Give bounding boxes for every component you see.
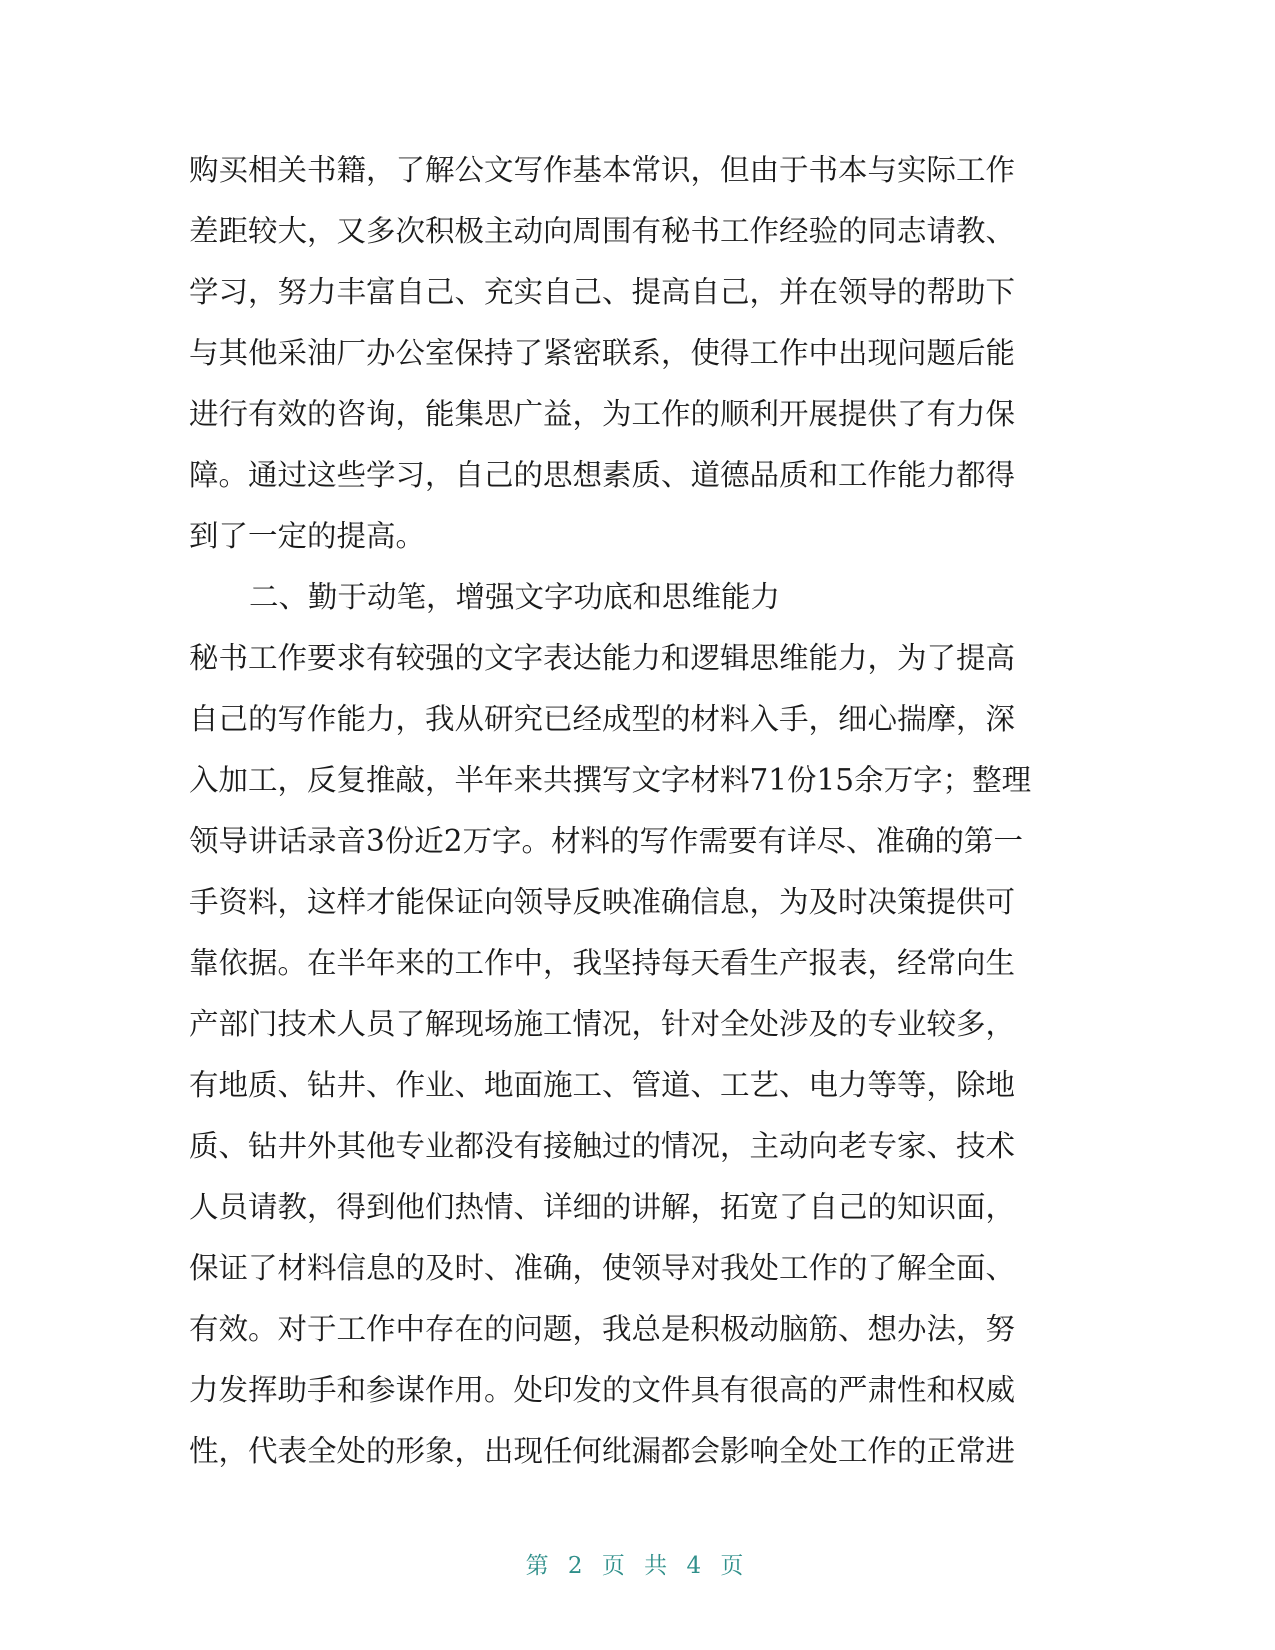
text-line: 有效。对于工作中存在的问题，我总是积极动脑筋、想办法，努 xyxy=(189,1312,1016,1346)
text-line: 领导讲话录音3份近2万字。材料的写作需要有详尽、准确的第一 xyxy=(189,824,1024,858)
text-line: 进行有效的咨询，能集思广益，为工作的顺利开展提供了有力保 xyxy=(189,397,1016,431)
text-line: 质、钻井外其他专业都没有接触过的情况，主动向老专家、技术 xyxy=(189,1129,1016,1163)
body-text xyxy=(189,140,1069,1482)
text-line: 性，代表全处的形象，出现任何纰漏都会影响全处工作的正常进 xyxy=(189,1434,1016,1468)
text-line: 自己的写作能力，我从研究已经成型的材料入手，细心揣摩，深 xyxy=(189,702,1016,736)
text-line: 手资料，这样才能保证向领导反映准确信息，为及时决策提供可 xyxy=(189,885,1016,919)
text-line: 人员请教，得到他们热情、详细的讲解，拓宽了自己的知识面， xyxy=(189,1190,1016,1224)
text-line: 秘书工作要求有较强的文字表达能力和逻辑思维能力，为了提高 xyxy=(189,641,1016,675)
text-line: 保证了材料信息的及时、准确，使领导对我处工作的了解全面、 xyxy=(189,1251,1016,1285)
text-line: 入加工，反复推敲，半年来共撰写文字材料71份15余万字；整理 xyxy=(189,763,1032,797)
text-line: 产部门技术人员了解现场施工情况，针对全处涉及的专业较多， xyxy=(189,1007,1016,1041)
text-line: 购买相关书籍，了解公文写作基本常识，但由于书本与实际工作 xyxy=(189,153,1016,187)
page-number-footer: 第 2 页 共 4 页 xyxy=(525,1553,750,1579)
text-line: 到了一定的提高。 xyxy=(189,519,426,553)
text-line: 障。通过这些学习，自己的思想素质、道德品质和工作能力都得 xyxy=(189,458,1016,492)
text-line: 有地质、钻井、作业、地面施工、管道、工艺、电力等等，除地 xyxy=(189,1068,1016,1102)
text-line: 与其他采油厂办公室保持了紧密联系，使得工作中出现问题后能 xyxy=(189,336,1016,370)
section-heading: 二、勤于动笔，增强文字功底和思维能力 xyxy=(249,580,781,614)
text-line: 力发挥助手和参谋作用。处印发的文件具有很高的严肃性和权威 xyxy=(189,1373,1016,1407)
text-line: 靠依据。在半年来的工作中，我坚持每天看生产报表，经常向生 xyxy=(189,946,1016,980)
text-line: 学习，努力丰富自己、充实自己、提高自己，并在领导的帮助下 xyxy=(189,275,1016,309)
text-line: 差距较大，又多次积极主动向周围有秘书工作经验的同志请教、 xyxy=(189,214,1016,248)
